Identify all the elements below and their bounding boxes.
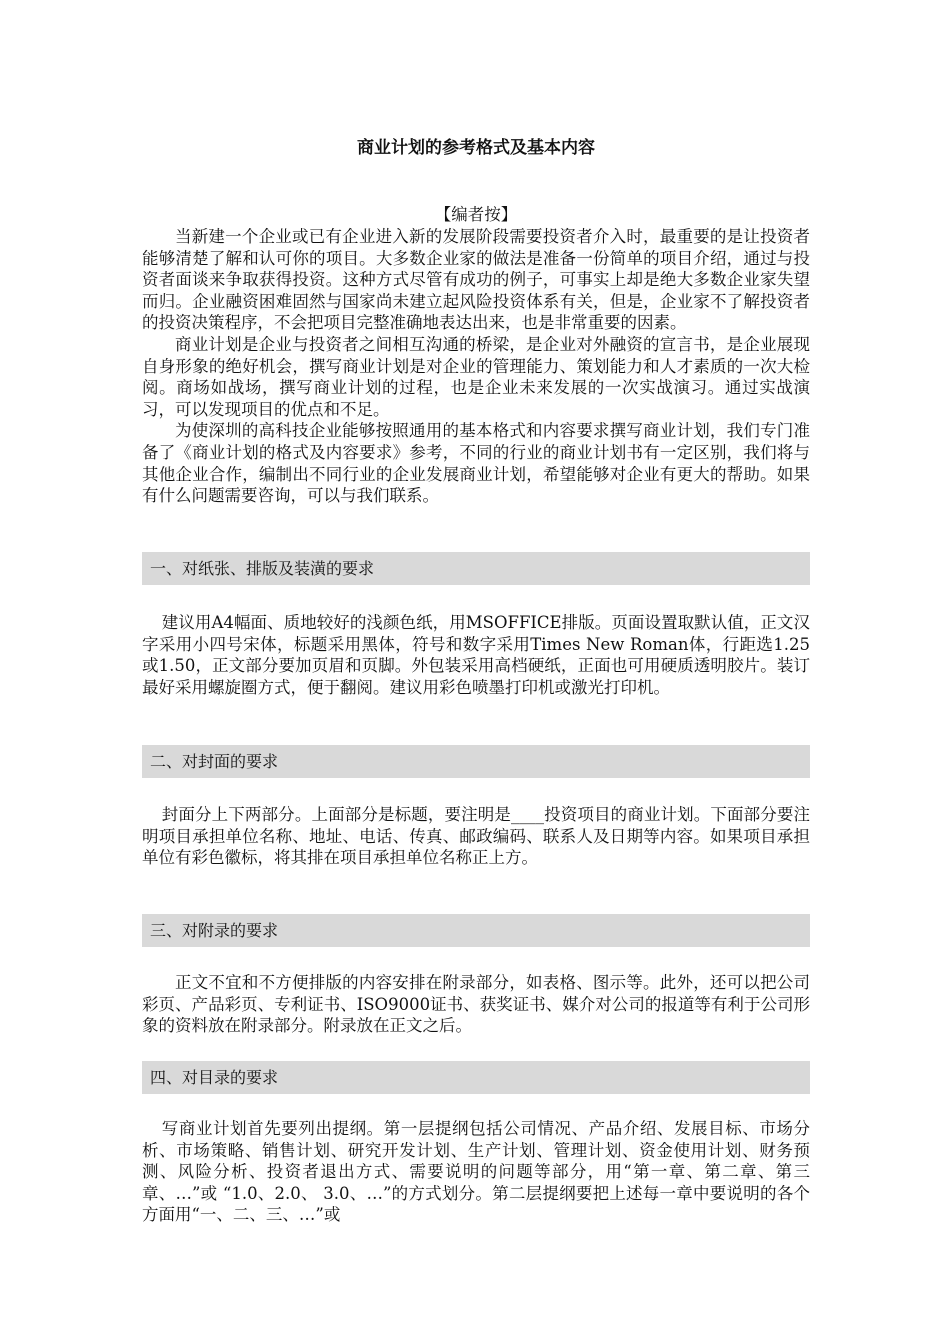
section-body-toc (142, 1118, 810, 1226)
section-paragraph: 封面分上下两部分。上面部分是标题，要注明是____投资项目的商业计划。下面部分要注明项目承担单位名称、地址、电话、传真、邮政编码、联系人及日期等内容。如果项目承担单位有彩色徽标，将其排在项目承担单位名称正上方。 (142, 805, 810, 868)
editor-note-body (142, 226, 810, 507)
section-heading-paper: 一、对纸张、排版及装潢的要求 (142, 552, 810, 585)
section-body-paper (142, 612, 810, 698)
editor-note-paragraph: 商业计划是企业与投资者之间相互沟通的桥梁，是企业对外融资的宣言书，是企业展现自身形象的绝好机会，撰写商业计划是对企业的管理能力、策划能力和人才素质的一次大检阅。商场如战场，撰写商业计划的过程，也是企业未来发展的一次实战演习。通过实战演习，可以发现项目的优点和不足。 (142, 334, 810, 419)
document-title: 商业计划的参考格式及基本内容 (357, 138, 595, 158)
editor-note-paragraph: 当新建一个企业或已有企业进入新的发展阶段需要投资者介入时，最重要的是让投资者能够清楚了解和认可你的项目。大多数企业家的做法是准备一份简单的项目介绍，通过与投资者面谈来争取获得投资。这种方式尽管有成功的例子，可事实上却是绝大多数企业家失望而归。企业融资困难固然与国家尚未建立起风险投资体系有关，但是，企业家不了解投资者的投资决策程序，不会把项目完整准确地表达出来，也是非常重要的因素。 (142, 227, 810, 333)
section-body-cover (142, 804, 810, 869)
section-paragraph: 正文不宜和不方便排版的内容安排在附录部分，如表格、图示等。此外，还可以把公司彩页、产品彩页、专利证书、ISO9000证书、获奖证书、媒介对公司的报道等有利于公司形象的资料放在附录部分。附录放在正文之后。 (142, 973, 810, 1036)
section-paragraph: 写商业计划首先要列出提纲。第一层提纲包括公司情况、产品介绍、发展目标、市场分析、市场策略、销售计划、研究开发计划、生产计划、管理计划、资金使用计划、财务预测、风险分析、投资者退出方式、需要说明的问题等部分，用“第一章、第二章、第三章、…”或 “1.0、2.0、 3.0、…”的方式划分。第二层提纲要把上述每一章中要说明的各个方面用“一、二、三、…”或 (142, 1119, 810, 1225)
section-heading-toc: 四、对目录的要求 (142, 1061, 810, 1094)
section-body-appendix (142, 972, 810, 1037)
editor-note-heading: 【编者按】 (434, 205, 518, 224)
section-paragraph: 建议用A4幅面、质地较好的浅颜色纸，用MSOFFICE排版。页面设置取默认值，正文汉字采用小四号宋体，标题采用黑体，符号和数字采用Times New Roman体，行距选1.25或1.50，正文部分要加页眉和页脚。外包装采用高档硬纸，正面也可用硬质透明胶片。装订最好采用螺旋圈方式，便于翻阅。建议用彩色喷墨打印机或激光打印机。 (142, 613, 810, 697)
section-heading-appendix: 三、对附录的要求 (142, 914, 810, 947)
editor-note-paragraph: 为使深圳的高科技企业能够按照通用的基本格式和内容要求撰写商业计划，我们专门准备了《商业计划的格式及内容要求》参考，不同的行业的商业计划书有一定区别，我们将与其他企业合作，编制出不同行业的企业发展商业计划，希望能够对企业有更大的帮助。如果有什么问题需要咨询，可以与我们联系。 (142, 421, 810, 506)
section-heading-cover: 二、对封面的要求 (142, 745, 810, 778)
